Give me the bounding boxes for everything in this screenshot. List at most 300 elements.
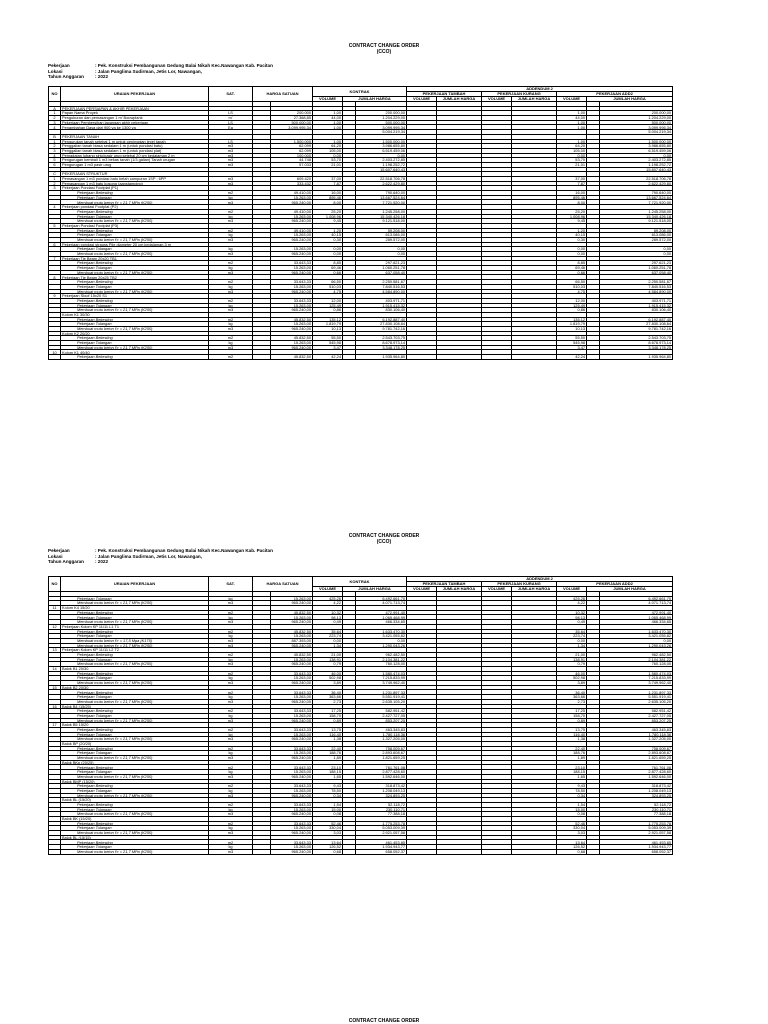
contract-amount-cell: 2.921.057,58 (356, 831, 407, 836)
unit-price-cell: 33.643,33 (271, 727, 313, 732)
contract-volume-cell: 0,08 (313, 812, 343, 817)
unit-price-cell: 965.240,00 (271, 200, 313, 205)
contract-amount-cell: 2.893.608,67 (356, 751, 407, 756)
tambah-jumlah-header: JUMLAH HARGA (437, 587, 482, 592)
add2-volume-cell: 135,12 (557, 317, 587, 322)
description-cell: Pekerjaan Tulangan (61, 615, 209, 620)
add2-volume-cell: 1,20 (557, 228, 587, 233)
contract-amount-cell: 1.633.470,30 (356, 629, 407, 634)
add2-amount-cell: 0,00 (600, 638, 673, 643)
contract-amount-cell: 2.877.428,60 (356, 770, 407, 775)
unit-price-cell: 200.000 (271, 111, 313, 116)
add2-amount-cell: 1.208.049,13 (600, 788, 673, 793)
contract-volume-cell: 0,00 (313, 638, 343, 643)
add2-volume-cell: 35,64 (557, 629, 587, 634)
add2-amount-cell: 7.840.516,53 (600, 284, 673, 289)
sat-header: SAT. (209, 87, 253, 102)
contract-volume-cell: 42,24 (313, 355, 343, 360)
unit-price-cell: 33.643,33 (271, 298, 313, 303)
next-page-title: CONTRACT CHANGE ORDER (348, 1018, 420, 1024)
add2-volume-cell: 13,75 (557, 727, 587, 732)
unit-cell: kg (209, 826, 253, 831)
unit-price-cell: 49.410,00 (271, 228, 313, 233)
contract-volume-cell: 0,00 (313, 247, 343, 252)
description-cell: Pekerjaan Tulangan (61, 807, 209, 812)
add2-volume-cell: 10,13 (557, 327, 587, 332)
project-meta (48, 63, 273, 80)
add2-volume-cell: 158,70 (557, 713, 587, 718)
contract-volume-cell: 13,64 (313, 840, 343, 845)
unit-price-cell: 1.500.000 (271, 139, 313, 144)
description-cell: Membuat mutu beton f'c = 21,7 MPa (K250) (61, 831, 209, 836)
contract-volume-cell: 10,32 (313, 610, 343, 615)
kurang-amount-cell (512, 849, 557, 854)
add2-amount-cell: 3.749.962,40 (600, 681, 673, 686)
description-cell: Pekerjaan Tulangan (61, 751, 209, 756)
kontrak-jumlah-header: JUMLAH HARGA (343, 97, 407, 102)
contract-volume-cell: 223,74 (313, 634, 343, 639)
contract-amount-cell: 1.775.253,78 (356, 821, 407, 826)
unit-price-cell: 33.643,33 (271, 261, 313, 266)
unit-cell: m3 (209, 153, 253, 158)
contract-amount-cell: 6.492.661,70 (356, 596, 407, 601)
description-cell: Pekerjaan Bekesting (61, 727, 209, 732)
contract-amount-cell: 6.192.887,40 (356, 317, 407, 322)
description-cell: Balok B1 20/30 (61, 667, 209, 672)
description-cell: Pekerjaan Bekesting (61, 355, 209, 360)
unit-cell: m3 (209, 158, 253, 163)
description-cell: Pekerjaan Tulangan (61, 247, 209, 252)
pekerjaan-value: : Pek. Konstruksi Pembangunan Gedung Balai Nikah Kec.Nawangan Kab. Pacitan (95, 548, 273, 553)
add2-volume-cell: 223,74 (557, 634, 587, 639)
description-cell: Pekerjaan Bekesting (61, 336, 209, 341)
unit-cell: m3 (209, 756, 253, 761)
no-cell: 1 (49, 111, 61, 116)
contract-volume-cell: 1,89 (313, 756, 343, 761)
add2-volume-cell: 502,98 (557, 676, 587, 681)
add2-volume-cell: 2,73 (557, 699, 587, 704)
unit-cell: kg (209, 845, 253, 850)
contract-volume-cell: 895,46 (313, 195, 343, 200)
add2-volume-cell: 3,03 (557, 831, 587, 836)
add2-volume-cell: 0,00 (557, 153, 587, 158)
description-cell: Penambahan Daya dari 900 va ke 1300 va (61, 125, 209, 130)
add2-amount-cell: 1.204.229,00 (600, 116, 673, 121)
description-cell: Pekerjaan Bekesting (61, 209, 209, 214)
contract-amount-cell: 1.204.229,00 (356, 116, 407, 121)
unit-price-cell: 333.432 (271, 181, 313, 186)
unit-cell: m3 (209, 643, 253, 648)
unit-cell: kg (209, 266, 253, 271)
contract-volume-cell: 52,46 (313, 821, 343, 826)
add2-volume-cell: 64,20 (557, 144, 587, 149)
add2-volume-cell: 138,91 (557, 657, 587, 662)
add2-amount-cell: 230.110,71 (600, 807, 673, 812)
add2-volume-cell: 10,32 (557, 610, 587, 615)
contract-volume-cell: 21,01 (313, 162, 343, 167)
add2-volume-cell: 53,70 (557, 158, 587, 163)
contract-amount-cell: 1.592.646,00 (356, 774, 407, 779)
contract-amount-cell: 1.290.043,26 (356, 643, 407, 648)
add2-volume-cell: 0,08 (557, 812, 587, 817)
unit-price-cell: 62.099 (271, 148, 313, 153)
unit-price-cell: 15.263,00 (271, 713, 313, 718)
unit-cell: m3 (209, 699, 253, 704)
unit-cell: Ea (209, 125, 253, 130)
kurang-jumlah-header: JUMLAH HARGA (512, 587, 557, 592)
description-cell: Pekerjaan Kolom KP 11/11 L2 T2 (61, 648, 209, 653)
unit-cell: kg (209, 341, 253, 346)
unit-cell: m3 (209, 252, 253, 257)
contract-volume-cell: 0,00 (313, 153, 343, 158)
contract-volume-cell: 9,43 (313, 784, 343, 789)
document-title-2: CONTRACT CHANGE ORDER (348, 533, 420, 539)
no-cell: 13 (49, 648, 61, 653)
description-cell: Pekerjaan Tulangan (61, 266, 209, 271)
description-cell: Balok BL (15/15) (61, 835, 209, 840)
add2-volume-cell: 78,50 (557, 788, 587, 793)
add2-volume-cell: 40,15 (557, 233, 587, 238)
contract-amount-cell: 761.761,08 (356, 765, 407, 770)
contract-amount-cell: 0,00 (356, 638, 407, 643)
unit-price-cell: 33.643,33 (271, 690, 313, 695)
add2-amount-cell: 77.388,18 (600, 812, 673, 817)
add2-volume-cell: 0,66 (557, 270, 587, 275)
add2-amount-cell: 1.500.000,00 (600, 139, 673, 144)
description-cell: Pekerjaan Tulangan (61, 214, 209, 219)
add2-amount-cell: 1.775.253,78 (600, 821, 673, 826)
unit-price-cell: 15.263,00 (271, 195, 313, 200)
no-cell: 4 (49, 153, 61, 158)
unit-cell: m2 (209, 802, 253, 807)
contract-volume-cell: 23,10 (313, 765, 343, 770)
pekerjaan-label: Pekerjaan (48, 63, 70, 68)
contract-volume-cell: 8,00 (313, 200, 343, 205)
unit-price-cell: 965.240,00 (271, 812, 313, 817)
contract-amount-cell: 52.118,72 (356, 802, 407, 807)
description-cell: Membuat mutu beton f'c = 21,7 MPa (K250) (61, 774, 209, 779)
add2-volume-cell: 105,00 (557, 148, 587, 153)
unit-price-cell: 15.263,00 (271, 266, 313, 271)
contract-volume-cell: 7,87 (313, 181, 343, 186)
contract-amount-cell: 1.198.252,72 (356, 162, 407, 167)
unit-price-cell: 33.643,33 (271, 709, 313, 714)
unit-price-cell: 49.410,00 (271, 191, 313, 196)
add2-amount-cell: 2.543.703,75 (600, 336, 673, 341)
rp-cell (587, 355, 600, 360)
no-cell: A (49, 106, 61, 111)
description-cell: Pekerjaan Bekesting (61, 690, 209, 695)
unit-price-cell: 45.832,50 (271, 629, 313, 634)
add2-amount-cell: 2.622.429,80 (600, 181, 673, 186)
unit-cell: m2 (209, 228, 253, 233)
unit-price-cell: 965.240,00 (271, 308, 313, 313)
unit-price-cell: 33.643,33 (271, 765, 313, 770)
add2-amount-cell: 0,00 (600, 252, 673, 257)
contract-amount-cell: 289.572,00 (356, 237, 407, 242)
add2-volume-cell: 0,86 (557, 308, 587, 313)
description-cell: Membuat mutu beton f'c = 21,7 MPa (K250) (61, 662, 209, 667)
contract-amount-cell: 15.607.640,43 (356, 167, 407, 172)
contract-amount-cell: 5.053.009,39 (356, 826, 407, 831)
unit-price-cell: 33.643,33 (271, 784, 313, 789)
description-cell: Membuat mutu beton f'c = 21,7 MPa (K250) (61, 289, 209, 294)
add2-amount-cell: 1.633.470,30 (600, 629, 673, 634)
unit-price-cell: 965.240,00 (271, 620, 313, 625)
add2-amount-cell: 52.118,72 (600, 802, 673, 807)
harga-satuan-header: HARGA SATUAN (253, 87, 313, 102)
add2-volume-cell: 98,13 (557, 615, 587, 620)
no-cell: 2 (49, 144, 61, 149)
unit-price-cell: 33.643,33 (271, 802, 313, 807)
unit-price-cell: 15.263,00 (271, 770, 313, 775)
add2-volume-cell: 3,47 (557, 345, 587, 350)
contract-volume-cell: 55,50 (313, 336, 343, 341)
description-cell: Pekerjaan Tulangan (61, 676, 209, 681)
add2-volume-cell: 0,89 (557, 718, 587, 723)
unit-price-cell: 965.240,00 (271, 237, 313, 242)
add2-amount-cell: 297.621,23 (600, 261, 673, 266)
contract-amount-cell: 613.086,00 (356, 233, 407, 238)
add2-volume-cell: 16,00 (557, 191, 587, 196)
rp-cell (587, 849, 600, 854)
contract-amount-cell: 2.543.703,75 (356, 336, 407, 341)
add2-volume-cell: 1,89 (557, 756, 587, 761)
add2-amount-cell: 4.071.713,74 (600, 601, 673, 606)
unit-cell: m3 (209, 148, 253, 153)
unit-cell: kg (209, 634, 253, 639)
unit-price-cell: 15.263,00 (271, 615, 313, 620)
contract-volume-cell: 363,66 (313, 695, 343, 700)
add2-amount-cell: 324.893,25 (600, 793, 673, 798)
contract-amount-cell: 7.215.833,99 (356, 676, 407, 681)
contract-amount-cell: 1.915.415,32 (356, 303, 407, 308)
contract-amount-cell: 1.821.659,25 (356, 756, 407, 761)
contract-amount-cell: 2.403.272,85 (356, 158, 407, 163)
description-cell: Pekerjaan Bekesting (61, 228, 209, 233)
no-header: NO (49, 577, 61, 592)
contract-amount-cell: 466.334,65 (356, 620, 407, 625)
add2-volume-cell: 3,89 (557, 681, 587, 686)
description-cell: Pengurugan kembali 1 m3 bekas tanah (1/3 galian) Tanah urugan (61, 158, 209, 163)
unit-price-cell: 33.643,33 (271, 840, 313, 845)
contract-volume-cell: 35,64 (313, 629, 343, 634)
unit-cell: m3 (209, 270, 253, 275)
add2-volume-cell: 0,68 (557, 849, 587, 854)
unit-price-cell: 965.240,00 (271, 327, 313, 332)
add2-amount-cell: 5.551.919,41 (600, 695, 673, 700)
contract-volume-cell: 1,34 (313, 643, 343, 648)
add2-amount-cell: 1.065.468,99 (600, 615, 673, 620)
uraian-header: URAIAN PEKERJAAN (61, 87, 209, 102)
add2-jumlah-header: JUMLAH HARGA (587, 97, 673, 102)
add2-volume-cell: 55,50 (557, 336, 587, 341)
contract-volume-cell: 22,40 (313, 746, 343, 751)
description-cell: Pekerjaan Tulangan (61, 322, 209, 327)
add2-amount-cell: 1.935.964,80 (600, 355, 673, 360)
tambah-volume-cell (407, 849, 437, 854)
unit-price-cell: 27.368,85 (271, 116, 313, 121)
unit-price-cell: 57.033 (271, 162, 313, 167)
description-cell: Membuat mutu beton f'c = 21,7 MPa (K250) (61, 812, 209, 817)
description-cell: Pekerjaan Bekesting (61, 629, 209, 634)
contract-amount-cell: 3.099.995,34 (356, 125, 407, 130)
unit-price-cell: 45.832,50 (271, 610, 313, 615)
contract-amount-cell: 5.004.219,34 (356, 130, 407, 135)
unit-price-cell: 965.240,00 (271, 849, 313, 854)
add2-volume-cell: 895,46 (557, 195, 587, 200)
table-row (49, 355, 673, 360)
kurang-volume-cell (482, 849, 512, 854)
add2-volume-cell: 0,79 (557, 662, 587, 667)
add2-amount-cell: 5.004.219,34 (600, 130, 673, 135)
unit-cell: m3 (209, 308, 253, 313)
unit-cell: m2 (209, 727, 253, 732)
unit-price-cell: 965.240,00 (271, 289, 313, 294)
description-cell: Pekerjaan pondasi strauss Pile diameter 20 cm kedalaman 3 m (61, 242, 209, 247)
no-header: NO (49, 87, 61, 102)
kurang-amount-cell (512, 355, 557, 360)
contract-volume-cell: 545,98 (313, 341, 343, 346)
add2-volume-cell: 1,00 (557, 111, 587, 116)
description-cell: PEKERJAAN STRUKTUR (61, 172, 209, 177)
add2-volume-cell: 46,00 (557, 671, 587, 676)
unit-cell: kg (209, 713, 253, 718)
no-cell: 4 (49, 205, 61, 210)
contract-volume-cell: 0,79 (313, 662, 343, 667)
description-cell: Pekerjaan Bekesting (61, 802, 209, 807)
description-cell: Pemasangan 1 m3 pondasi batu belah campuran 1SP : 6PP (61, 177, 209, 182)
contract-amount-cell: 7.721.920,00 (356, 200, 407, 205)
contract-volume-cell: 3,03 (313, 831, 343, 836)
unit-price-cell: 965.240,00 (271, 681, 313, 686)
description-cell: Pekerjaan Bekesting (61, 709, 209, 714)
no-cell: 2 (49, 181, 61, 186)
contract-volume-cell: 4,75 (313, 289, 343, 294)
add2-volume-header: VOLUME (557, 587, 587, 592)
description-cell: Balok BKp (20/25) (61, 760, 209, 765)
contract-volume-cell: 1,00 (313, 139, 343, 144)
lokasi-label: Lokasi (48, 68, 63, 74)
contract-volume-cell: 37,00 (313, 177, 343, 182)
unit-price-cell: 15.263,00 (271, 826, 313, 831)
add2-amount-cell: 3.348.178,25 (600, 345, 673, 350)
unit-cell: m3 (209, 737, 253, 742)
contract-amount-cell: 1.327.205,00 (356, 737, 407, 742)
unit-price-cell: 15.263,00 (271, 341, 313, 346)
add2-volume-cell: 1,00 (557, 120, 587, 125)
unit-price-cell: 33.643,33 (271, 280, 313, 285)
description-cell: Membuat mutu beton f'c = 21,7 MPa (K250) (61, 737, 209, 742)
tambah-volume-header: VOLUME (407, 587, 437, 592)
contract-amount-cell: 0,00 (356, 247, 407, 252)
add2-volume-cell: 0,34 (557, 793, 587, 798)
unit-price-cell: 45.832,50 (271, 652, 313, 657)
description-cell: Pekerjaan Tulangan (61, 770, 209, 775)
unit-price-cell: 15.263,00 (271, 845, 313, 850)
unit-price-cell: 965.240,00 (271, 793, 313, 798)
add2-volume-cell: 23,10 (557, 765, 587, 770)
contract-volume-cell: 12,00 (313, 298, 343, 303)
add2-amount-cell: 1.580.474,03 (600, 671, 673, 676)
unit-price-cell: 100.000 (271, 153, 313, 158)
description-cell: Membuat mutu beton f'c = 21,7 MPa (K250) (61, 601, 209, 606)
add2-amount-cell: 4.584.890,00 (600, 289, 673, 294)
add2-volume-cell: 1,54 (557, 802, 587, 807)
description-cell: Pekerjaan Bekesting (61, 610, 209, 615)
add2-amount-cell: 582.951,42 (600, 709, 673, 714)
tahun-anggaran-value: : 2022 (95, 559, 109, 565)
contract-volume-cell: 9,45 (313, 219, 343, 224)
description-cell: Pekerjaan Pondasi Footplat (P1) (61, 186, 209, 191)
contract-volume-cell: 4,22 (313, 601, 343, 606)
contract-amount-cell: 15.340.426,18 (356, 214, 407, 219)
add2-volume-cell: 4,75 (557, 289, 587, 294)
no-cell: 6 (49, 242, 61, 247)
unit-cell: m3 (209, 638, 253, 643)
contract-volume-cell: 188,76 (313, 751, 343, 756)
add2-amount-cell: 15.340.426,18 (600, 214, 673, 219)
no-cell (49, 849, 61, 854)
contract-amount-cell: 3.421.055,82 (356, 634, 407, 639)
description-cell: Pekerjaan Bekesting (61, 765, 209, 770)
contract-volume-cell: 46,00 (313, 671, 343, 676)
add2-amount-cell: 5.053.009,39 (600, 826, 673, 831)
contract-amount-cell: 22.518.706,78 (356, 177, 407, 182)
description-cell: PEKERJAAN PERSIAPAN & AKHIR PEKERJAAN (61, 106, 209, 111)
add2-volume-cell: 425,26 (557, 596, 587, 601)
contract-amount-cell: 790.640,00 (356, 191, 407, 196)
add2-amount-cell: 466.334,65 (600, 620, 673, 625)
contract-volume-cell: 21,00 (313, 652, 343, 657)
description-cell: Pekerjaan Bekesting (61, 671, 209, 676)
document-subtitle-2: (CCO) (376, 539, 392, 545)
unit-cell: kg (209, 596, 253, 601)
contract-volume-cell: 8,85 (313, 261, 343, 266)
contract-volume-cell: 53,70 (313, 158, 343, 163)
lokasi-value: : Jalan Panglima Sudirman, Jetis Lor, Nawangan, (95, 553, 202, 559)
addendum-header: ADDENDUM 2 (407, 577, 673, 582)
contract-amount-cell: 1.060.251,78 (356, 266, 407, 271)
unit-price-cell: 45.832,50 (271, 336, 313, 341)
add2-amount-cell: 13.667.524,64 (600, 195, 673, 200)
add2-amount-cell: 760.128,00 (600, 662, 673, 667)
add2-volume-cell: 36,40 (557, 690, 587, 695)
unit-cell: kg (209, 788, 253, 793)
pekerjaan-tambah-header: PEKERJAAN TAMBAH (407, 582, 482, 587)
description-cell: Membuat mutu beton f'c = 21,7 MPa (K250) (61, 756, 209, 761)
description-cell: Kolom K4 15/20 (61, 606, 209, 611)
add2-volume-cell: 42,24 (557, 355, 587, 360)
unit-price-cell: 15.263,00 (271, 322, 313, 327)
unit-cell: m2 (209, 209, 253, 214)
add2-amount-cell: 2.250.581,67 (600, 280, 673, 285)
contract-amount-cell: 461.453,85 (356, 840, 407, 845)
add2-volume-cell: 4,22 (557, 601, 587, 606)
description-cell: Membuat mutu beton f'c = 21,7 MPa (K250) (61, 308, 209, 313)
contract-volume-cell: 1.008,96 (313, 214, 343, 219)
unit-cell: m3 (209, 345, 253, 350)
no-cell: 6 (49, 162, 61, 167)
description-cell: Pekerjaan Tie Beam 20x20 TB1 (61, 256, 209, 261)
unit-cell: m2 (209, 280, 253, 285)
description-cell: Membuat mutu beton f'c = 21,7 MPa (K250) (61, 252, 209, 257)
description-cell: Pekerjaan Tulangan (61, 732, 209, 737)
contract-volume-cell: 0,68 (313, 849, 343, 854)
contract-volume-cell: 1,00 (313, 111, 343, 116)
unit-price-cell: 15.263,00 (271, 284, 313, 289)
contract-volume-cell: 98,13 (313, 615, 343, 620)
